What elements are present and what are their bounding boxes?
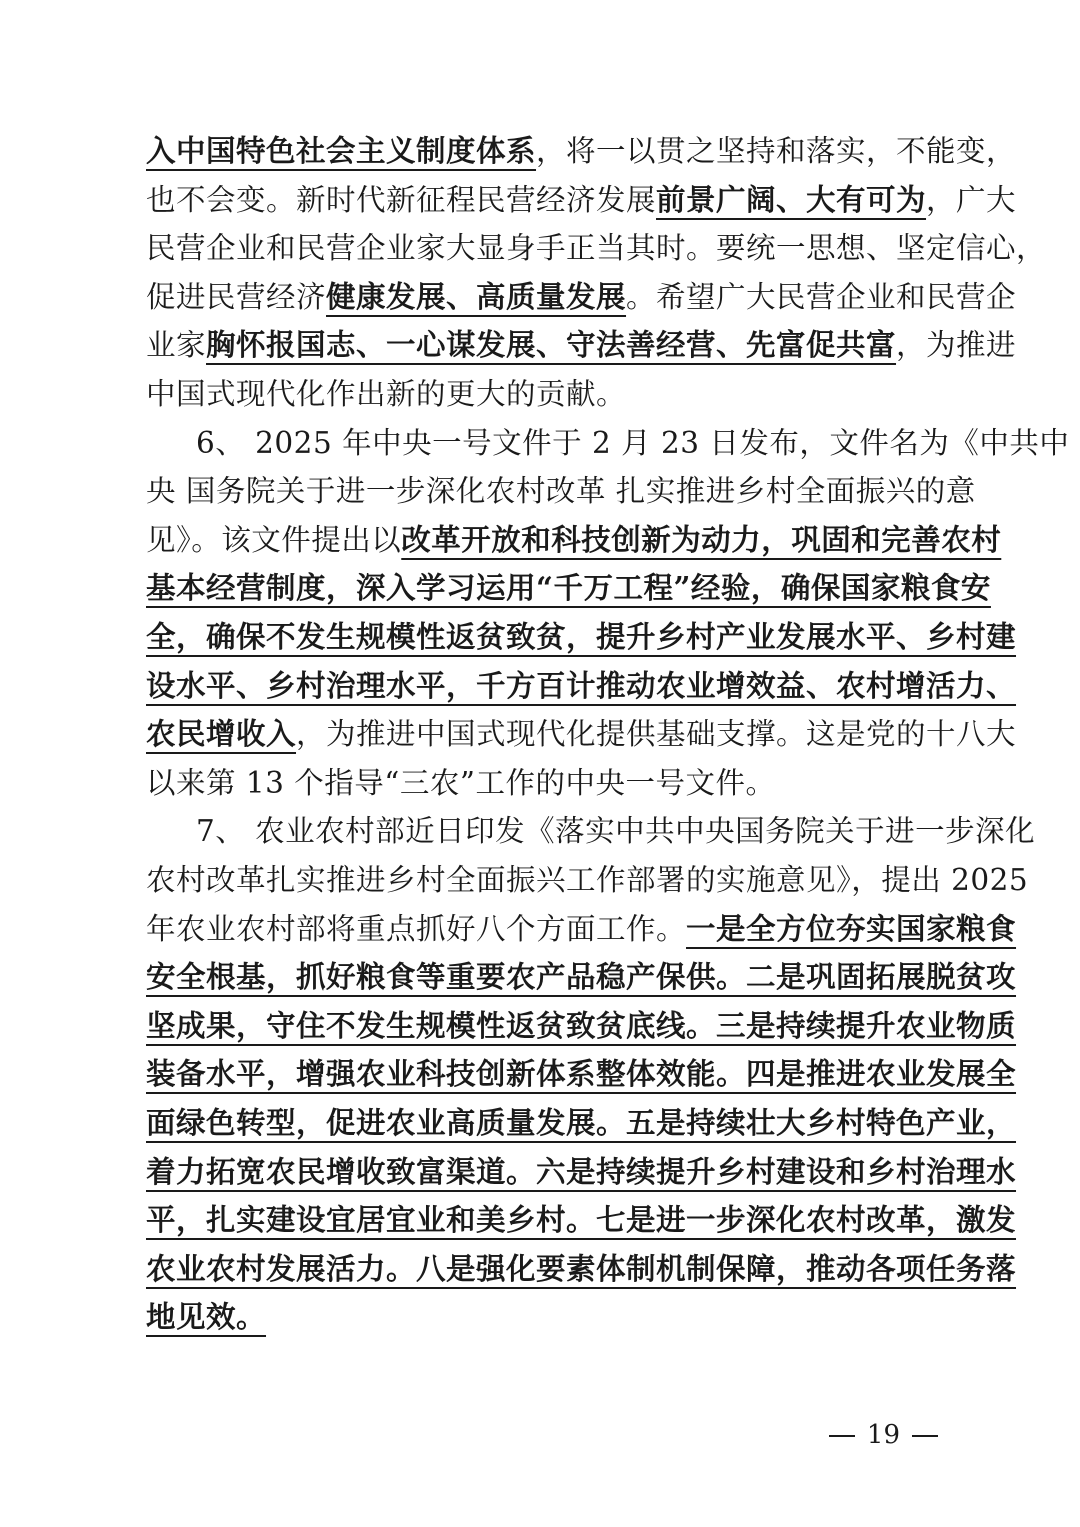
text-segment: 也不会变。新时代新征程民营经济发展 xyxy=(146,182,657,217)
text-line xyxy=(146,1292,946,1342)
underlined-emphasis: 健康发展、高质量发展 xyxy=(326,278,627,314)
text-segment: 见》。该文件提出以 xyxy=(146,522,402,557)
text-line xyxy=(146,320,1017,370)
text-line xyxy=(146,466,976,516)
text-segment: 年农业农村部将重点抓好八个方面工作。 xyxy=(146,911,687,946)
underlined-emphasis: 设水平、乡村治理水平，千方百计推动农业增效益、农村增活力、 xyxy=(146,667,1017,703)
text-line xyxy=(146,904,1017,954)
underlined-emphasis: 农民增收入 xyxy=(146,716,297,752)
text-line xyxy=(146,515,1002,565)
page-number-value: 19 xyxy=(866,1420,900,1450)
text-line xyxy=(146,126,1017,176)
text-segment: ，为推进中国式现代化提供基础支撑。这是党的十八大 xyxy=(296,717,1017,752)
text-line xyxy=(146,223,1047,273)
text-segment: 农村改革扎实推进乡村全面振兴工作部署的实施意见》，提出 2025 xyxy=(146,863,1029,897)
underlined-emphasis: 一是全方位夯实国家粮食 xyxy=(686,910,1017,946)
text-line xyxy=(146,806,1036,856)
text-segment: 以来第 13 个指导“三农”工作的中央一号文件。 xyxy=(146,765,776,800)
underlined-emphasis: 胸怀报国志、一心谋发展、守法善经营、先富促共富 xyxy=(206,327,897,363)
text-line xyxy=(146,1001,1017,1051)
underlined-emphasis: 地见效。 xyxy=(146,1299,267,1335)
underlined-emphasis: 改革开放和科技创新为动力，巩固和完善农村 xyxy=(401,521,1002,557)
text-line xyxy=(146,855,1029,905)
page-number-right-dash xyxy=(912,1435,938,1437)
text-segment: 民营企业和民营企业家大显身手正当其时。要统一思想、坚定信心， xyxy=(146,231,1047,266)
text-line xyxy=(146,1049,1017,1099)
text-segment: 业家 xyxy=(146,328,207,363)
underlined-emphasis: 全，确保不发生规模性返贫致贫，提升乡村产业发展水平、乡村建 xyxy=(146,619,1017,654)
text-line xyxy=(146,272,1017,322)
text-segment: 6、 2025 年中央一号文件于 2 月 23 日发布，文件名为《中共中 xyxy=(196,425,1070,460)
text-line xyxy=(146,1147,1017,1197)
underlined-emphasis: 入中国特色社会主义制度体系 xyxy=(146,133,537,168)
text-line xyxy=(146,418,1070,468)
text-segment: 。希望广大民营企业和民营企 xyxy=(626,279,1017,314)
text-segment: ，将一以贯之坚持和落实，不能变， xyxy=(536,134,1017,168)
text-line xyxy=(146,709,1017,759)
underlined-emphasis: 平，扎实建设宜居宜业和美乡村。七是进一步深化农村改革，激发 xyxy=(146,1202,1017,1238)
underlined-emphasis: 面绿色转型，促进农业高质量发展。五是持续壮大乡村特色产业， xyxy=(146,1105,1017,1140)
text-line xyxy=(146,563,991,613)
text-line xyxy=(146,952,1017,1002)
text-line xyxy=(146,612,1017,662)
text-line xyxy=(146,758,946,808)
text-segment: 央 国务院关于进一步深化农村改革 扎实推进乡村全面振兴的意 xyxy=(146,474,976,509)
text-line xyxy=(146,369,946,419)
page-number-left-dash xyxy=(829,1435,855,1437)
text-segment: 7、 农业农村部近日印发《落实中共中央国务院关于进一步深化 xyxy=(196,814,1036,849)
underlined-emphasis: 坚成果，守住不发生规模性返贫致贫底线。三是持续提升农业物质 xyxy=(146,1007,1017,1043)
underlined-emphasis: 装备水平，增强农业科技创新体系整体效能。四是推进农业发展全 xyxy=(146,1056,1017,1092)
underlined-emphasis: 基本经营制度，深入学习运用“千万工程”经验，确保国家粮食安 xyxy=(146,570,991,606)
text-line xyxy=(146,1098,1017,1148)
page-number xyxy=(817,1415,950,1455)
text-segment: 促进民营经济 xyxy=(146,279,327,314)
text-line xyxy=(146,1195,1017,1245)
text-line xyxy=(146,175,1017,225)
underlined-emphasis: 农业农村发展活力。八是强化要素体制机制保障，推动各项任务落 xyxy=(146,1250,1017,1286)
text-line xyxy=(146,661,1017,711)
text-segment: ，广大 xyxy=(926,182,1017,217)
underlined-emphasis: 着力拓宽农民增收致富渠道。六是持续提升乡村建设和乡村治理水 xyxy=(146,1153,1017,1189)
text-segment: ，为推进 xyxy=(896,328,1017,363)
underlined-emphasis: 前景广阔、大有可为 xyxy=(656,181,927,217)
text-segment: 中国式现代化作出新的更大的贡献。 xyxy=(146,377,627,411)
underlined-emphasis: 安全根基，抓好粮食等重要农产品稳产保供。二是巩固拓展脱贫攻 xyxy=(146,959,1017,995)
text-line xyxy=(146,1244,1017,1294)
